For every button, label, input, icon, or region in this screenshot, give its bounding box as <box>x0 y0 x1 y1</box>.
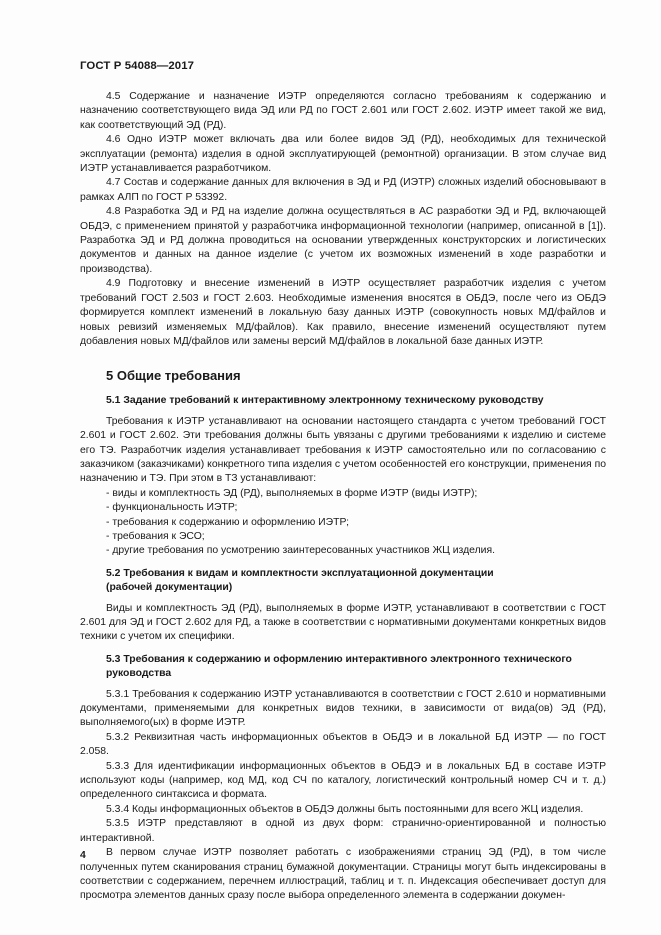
document-header: ГОСТ Р 54088—2017 <box>80 60 195 72</box>
paragraph-5-3-5: 5.3.5 ИЭТР представляют в одной из двух форм: странично-ориентированной и полностью интерактивной. <box>80 818 606 844</box>
paragraph-5-3-4: 5.3.4 Коды информационных объектов в ОБДЭ должны быть постоянными для всего ЖЦ изделия. <box>106 803 584 815</box>
subsection-5-2-heading-line2: (рабочей документации) <box>106 582 233 594</box>
paragraph-5-1: Требования к ИЭТР устанавливают на основании настоящего стандарта с учетом требований ГОСТ 2.601 и ГОСТ 2.602. Эти требования должны быть увязаны с другими требованиями к изделию и системе его ТЭ. Разработчик изделия устанавливает требования к ИЭТР самостоятельно или по согласованию с заказчиком (заказчиками) конкретного типа изделия с учетом особенностей его конструкции, применения по назначению и ТЭ. При этом в ТЗ устанавливают: <box>80 415 606 485</box>
list-item: - другие требования по усмотрению заинтересованных участников ЖЦ изделия. <box>106 545 495 557</box>
list-item: - функциональность ИЭТР; <box>106 502 238 514</box>
subsection-5-2-heading <box>80 567 606 596</box>
paragraph-5-3-3: 5.3.3 Для идентификации информационных объектов в ОБДЭ и в локальных БД в составе ИЭТР используют коды (например, код МД, код СЧ по каталогу, логистический контрольный номер СЧ и т. д.) определенного синтаксиса и формата. <box>80 760 606 801</box>
list-item: - требования к ЭСО; <box>106 530 205 542</box>
subsection-5-1-heading: 5.1 Задание требований к интерактивному электронному техническому руководству <box>106 395 544 407</box>
subsection-5-2-heading-line1: 5.2 Требования к видам и комплектности эксплуатационной документации <box>106 567 494 579</box>
subsection-5-3-heading <box>80 653 606 682</box>
subsection-5-3-heading-line2: руководства <box>106 668 172 680</box>
paragraph-5-2: Виды и комплектность ЭД (РД), выполняемых в форме ИЭТР, устанавливают в соответствии с ГОСТ 2.601 для ЭД и ГОСТ 2.602 для РД, а также в соответствии с нормативными документами конкретных видов техники с учетом их специфики. <box>80 602 606 643</box>
paragraph-4-6: 4.6 Одно ИЭТР может включать два или более видов ЭД (РД), необходимых для технической эксплуатации (ремонта) изделия в одной эксплуатирующей (ремонтной) организации. В этом случае вид ИЭТР устанавливается разработчиком. <box>80 134 606 175</box>
paragraph-first-case: В первом случае ИЭТР позволяет работать с изображениями страниц ЭД (РД), в том числе полученных путем сканирования страниц бумажной документации. Страницы могут быть индексированы в соответствии с содержанием, перечнем иллюстраций, таблиц и т. п. Индексация обеспечивает доступ для просмотра элементов данных сразу после выбора определенного элемента в содержании докумен- <box>80 847 606 902</box>
paragraph-4-8: 4.8 Разработка ЭД и РД на изделие должна осуществляться в АС разработки ЭД и РД, включающей ОБДЭ, с применением принятой у разработчика информационной технологии (например, описанной в [1]). Разработка ЭД и РД должна проводиться на основании утвержденных конструкторских и логистических документов и данных на данное изделие (с учетом их возможных изменений в ходе разработки и производства). <box>80 206 606 275</box>
list-item: - требования к содержанию и оформлению ИЭТР; <box>106 516 350 528</box>
list-item: - виды и комплектность ЭД (РД), выполняемых в форме ИЭТР (виды ИЭТР); <box>106 487 478 499</box>
paragraph-5-3-1: 5.3.1 Требования к содержанию ИЭТР устанавливаются в соответствии с ГОСТ 2.610 и нормативными документами, применяемыми для конкретных видов техники, в зависимости от вида(ов) ЭД (РД), выполняемого(ых) в форме ИЭТР. <box>80 688 606 729</box>
page-number: 4 <box>80 850 86 861</box>
paragraph-4-9: 4.9 Подготовку и внесение изменений в ИЭТР осуществляет разработчик изделия с учетом требований ГОСТ 2.503 и ГОСТ 2.603. Необходимые изменения вносятся в ОБДЭ, после чего из ОБДЭ формируется комплект изменений в локальную базу данных ИЭТР (совокупность новых МД/файлов и новых ревизий изменяемых МД/файлов). Как правило, внесение изменений осуществляют путем добавления новых МД/файлов или замены версий МД/файлов в локальной базе данных ИЭТР. <box>80 278 606 347</box>
page-content <box>80 90 606 904</box>
paragraph-4-5: 4.5 Содержание и назначение ИЭТР определяются согласно требованиям к содержанию и назначению соответствующего вида ЭД или РД по ГОСТ 2.601 или ГОСТ 2.602. ИЭТР имеет такой же вид, как соответствующий ЭД (РД). <box>80 91 606 131</box>
paragraph-4-7: 4.7 Состав и содержание данных для включения в ЭД и РД (ИЭТР) сложных изделий обосновывают в рамках АЛП по ГОСТ Р 53392. <box>80 177 606 203</box>
paragraph-5-3-2: 5.3.2 Реквизитная часть информационных объектов в ОБДЭ и в локальной БД ИЭТР — по ГОСТ 2.058. <box>80 731 606 758</box>
subsection-5-3-heading-line1: 5.3 Требования к содержанию и оформлению интерактивного электронного технического <box>106 653 572 665</box>
section-5-heading: 5 Общие требования <box>106 368 241 384</box>
